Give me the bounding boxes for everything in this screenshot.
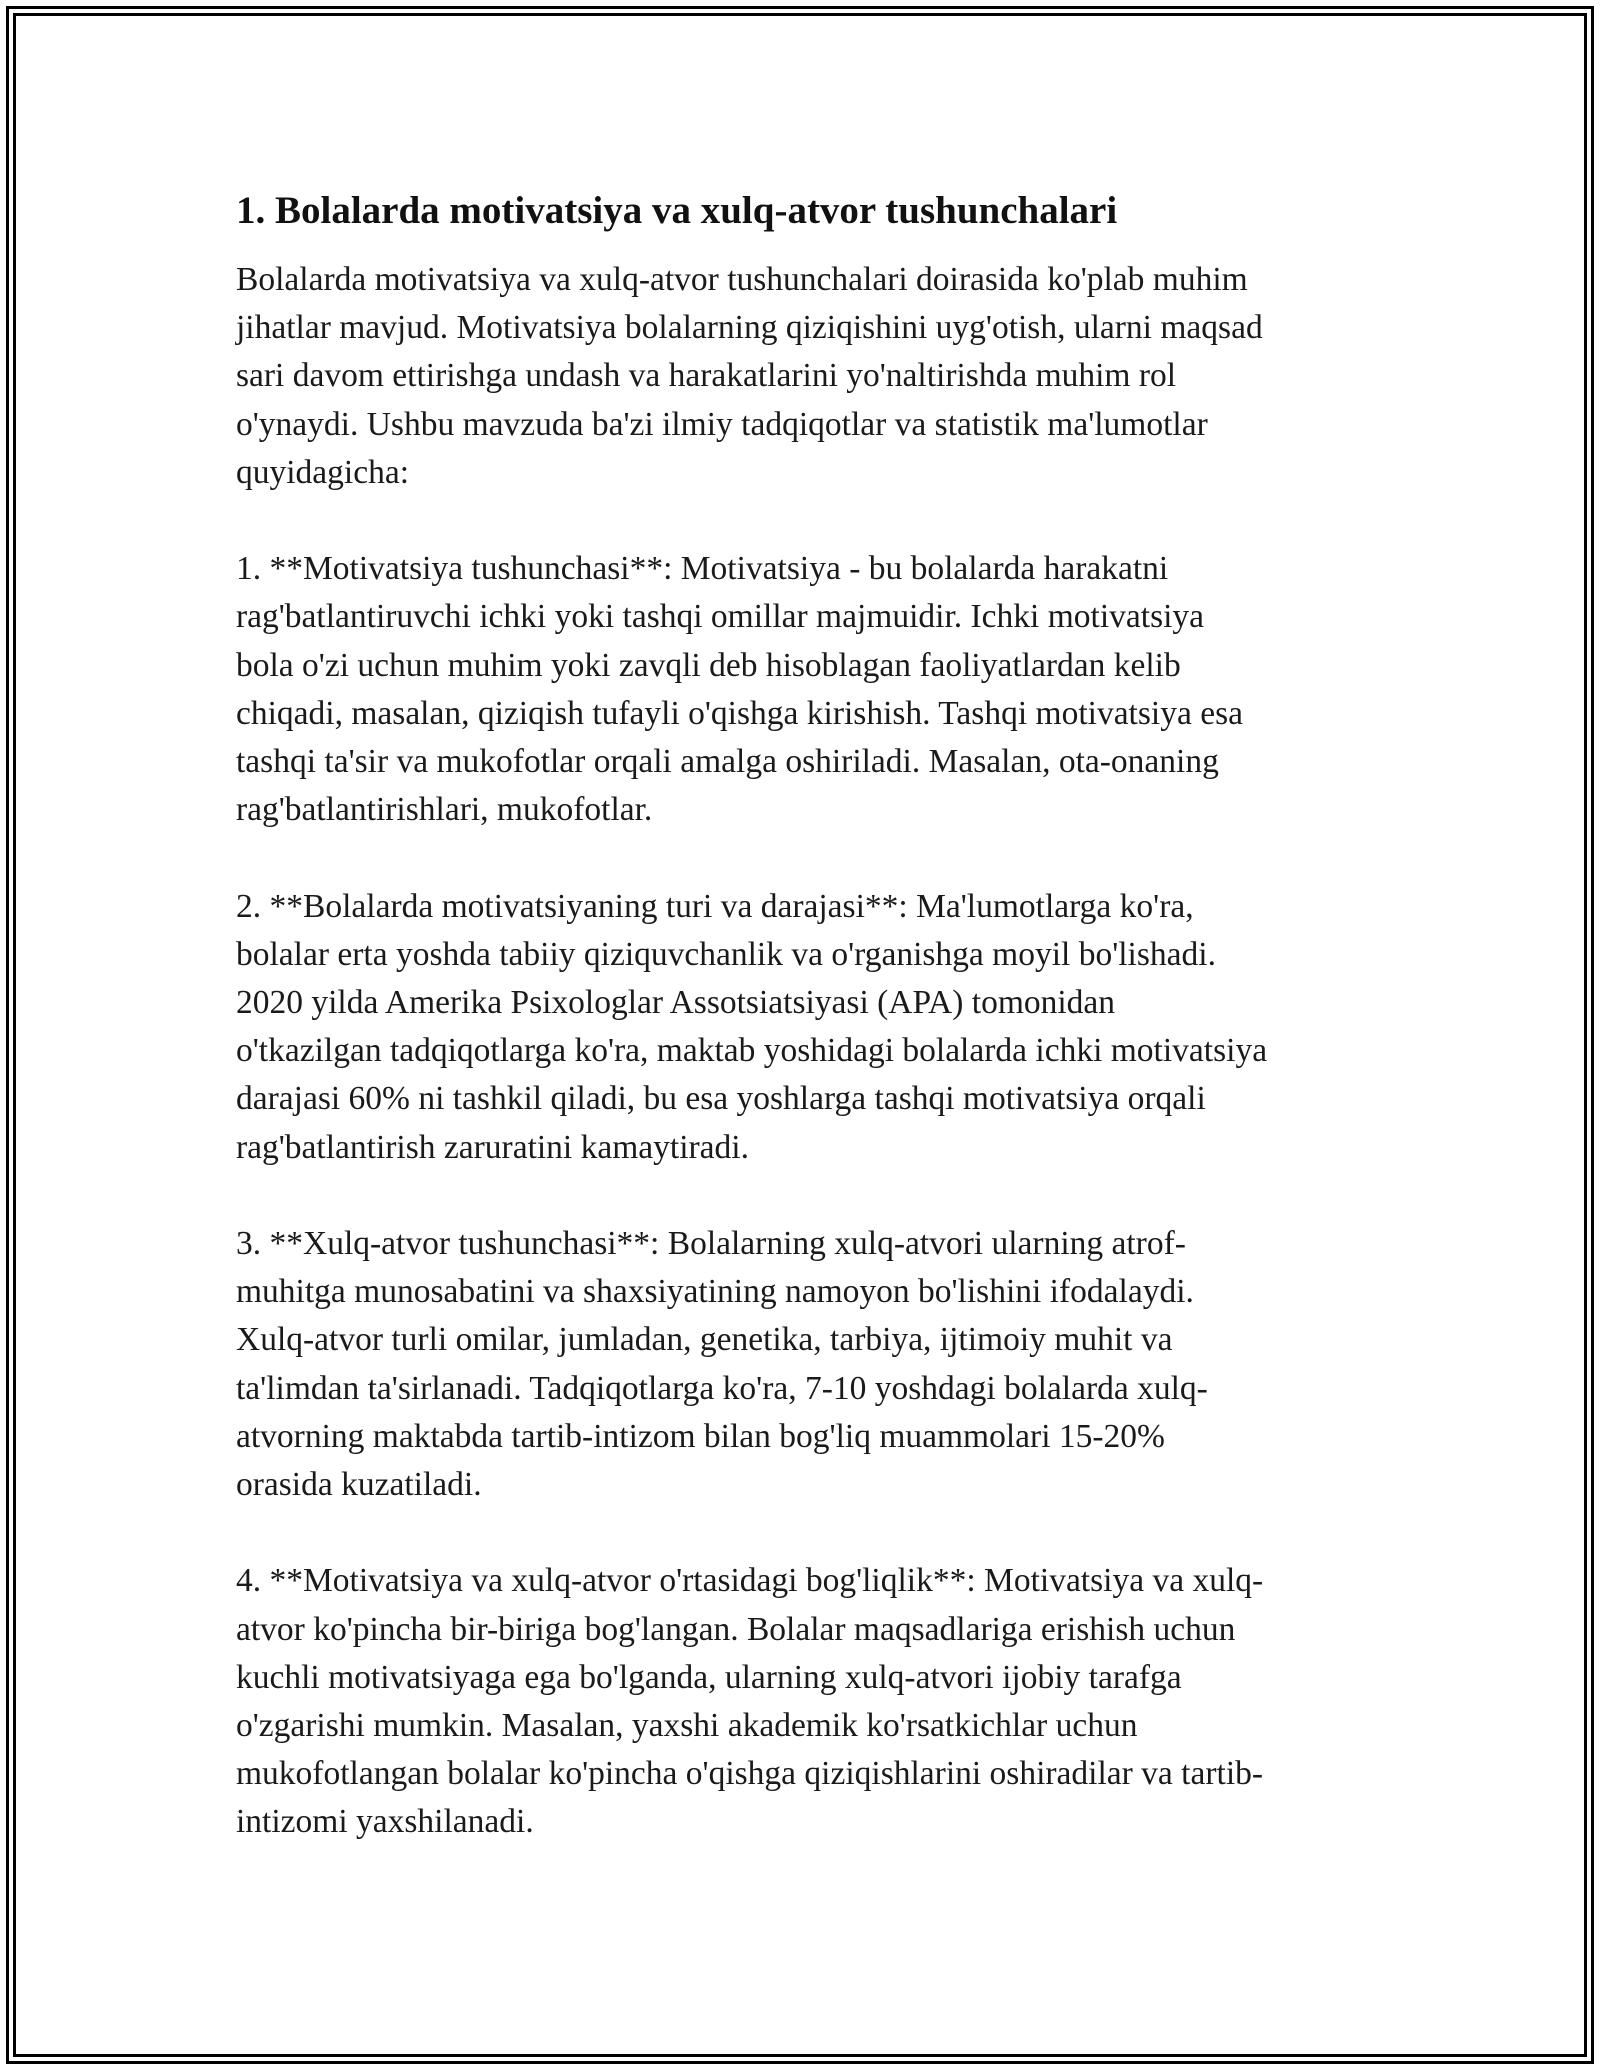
text-line: sari davom ettirishga undash va harakatlarini yo'naltirishda muhim rol bbox=[236, 357, 1177, 395]
text-line: chiqadi, masalan, qiziqish tufayli o'qishga kirishish. Tashqi motivatsiya esa bbox=[236, 694, 1243, 732]
paragraph-motivation-concept bbox=[236, 545, 1376, 834]
text-line: mukofotlangan bolalar ko'pincha o'qishga qiziqishlarini oshiradilar va tartib- bbox=[236, 1755, 1264, 1793]
paragraph-motivation-behavior-link bbox=[236, 1557, 1376, 1846]
intro-paragraph bbox=[236, 256, 1376, 497]
text-line: atvor ko'pincha bir-biriga bog'langan. Bolalar maqsadlariga erishish uchun bbox=[236, 1610, 1236, 1648]
text-line: bolalar erta yoshda tabiiy qiziquvchanlik va o'rganishga moyil bo'lishadi. bbox=[236, 935, 1216, 973]
paragraph-motivation-types bbox=[236, 883, 1376, 1172]
text-line: rag'batlantirish zaruratini kamaytiradi. bbox=[236, 1128, 749, 1166]
text-line: o'ynaydi. Ushbu mavzuda ba'zi ilmiy tadqiqotlar va statistik ma'lumotlar bbox=[236, 405, 1208, 443]
text-line: ta'limdan ta'sirlanadi. Tadqiqotlarga ko'ra, 7-10 yoshdagi bolalarda xulq- bbox=[236, 1369, 1208, 1407]
text-line: 2020 yilda Amerika Psixologlar Assotsiatsiyasi (APA) tomonidan bbox=[236, 984, 1116, 1022]
text-line: o'zgarishi mumkin. Masalan, yaxshi akademik ko'rsatkichlar uchun bbox=[236, 1707, 1138, 1745]
text-line: atvorning maktabda tartib-intizom bilan bog'liq muammolari 15-20% bbox=[236, 1417, 1165, 1455]
text-line: 2. **Bolalarda motivatsiyaning turi va darajasi**: Ma'lumotlarga ko'ra, bbox=[236, 887, 1194, 925]
text-line: rag'batlantiruvchi ichki yoki tashqi omillar majmuidir. Ichki motivatsiya bbox=[236, 598, 1205, 636]
text-line: Bolalarda motivatsiya va xulq-atvor tushunchalari doirasida ko'plab muhim bbox=[236, 261, 1248, 298]
text-line: rag'batlantirishlari, mukofotlar. bbox=[236, 791, 653, 829]
text-line: orasida kuzatiladi. bbox=[236, 1466, 482, 1504]
section-title: 1. Bolalarda motivatsiya va xulq-atvor tushunchalari bbox=[236, 189, 1118, 232]
text-line: quyidagicha: bbox=[236, 453, 410, 491]
document-body bbox=[236, 180, 1376, 1895]
text-line: 1. **Motivatsiya tushunchasi**: Motivatsiya - bu bolalarda harakatni bbox=[236, 550, 1169, 588]
text-line: kuchli motivatsiyaga ega bo'lganda, ularning xulq-atvori ijobiy tarafga bbox=[236, 1658, 1182, 1696]
text-line: Xulq-atvor turli omilar, jumladan, genetika, tarbiya, ijtimoiy muhit va bbox=[236, 1321, 1173, 1359]
text-line: 4. **Motivatsiya va xulq-atvor o'rtasidagi bog'liqlik**: Motivatsiya va xulq- bbox=[236, 1562, 1264, 1600]
text-line: 3. **Xulq-atvor tushunchasi**: Bolalarning xulq-atvori ularning atrof- bbox=[236, 1225, 1186, 1263]
text-line: darajasi 60% ni tashkil qiladi, bu esa yoshlarga tashqi motivatsiya orqali bbox=[236, 1080, 1206, 1118]
text-line: jihatlar mavjud. Motivatsiya bolalarning qiziqishini uyg'otish, ularni maqsad bbox=[236, 309, 1263, 347]
text-line: o'tkazilgan tadqiqotlarga ko'ra, maktab yoshidagi bolalarda ichki motivatsiya bbox=[236, 1032, 1268, 1070]
paragraph-behavior-concept bbox=[236, 1220, 1376, 1509]
text-line: muhitga munosabatini va shaxsiyatining namoyon bo'lishini ifodalaydi. bbox=[236, 1273, 1194, 1311]
text-line: bola o'zi uchun muhim yoki zavqli deb hisoblagan faoliyatlardan kelib bbox=[236, 646, 1181, 684]
text-line: tashqi ta'sir va mukofotlar orqali amalga oshiriladi. Masalan, ota-onaning bbox=[236, 743, 1219, 781]
text-line: intizomi yaxshilanadi. bbox=[236, 1803, 534, 1841]
